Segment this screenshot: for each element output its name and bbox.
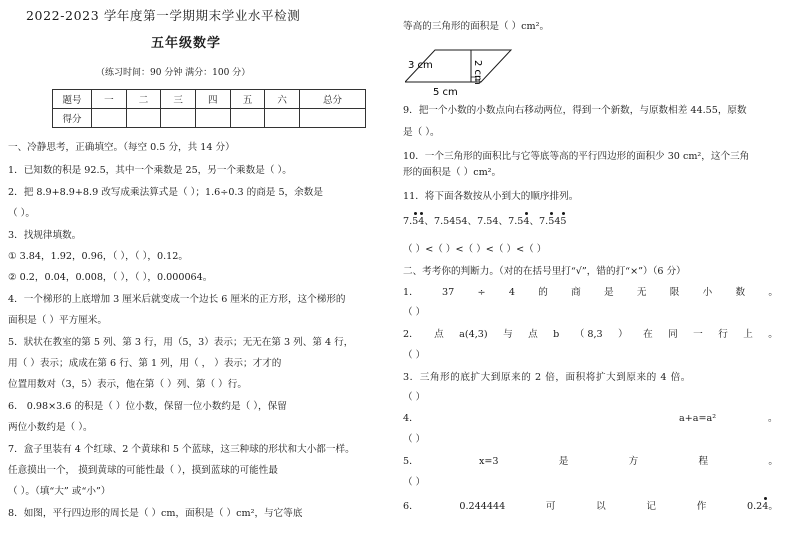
exam-meta: （练习时间：90 分钟 满分：100 分） — [96, 68, 251, 78]
judge-token: a(4,3) — [459, 329, 488, 340]
judge-token: 程 — [698, 456, 709, 467]
judge-token: 。 — [768, 287, 778, 298]
score-header-cell: 六 — [265, 90, 300, 109]
question-line: 8．如图，平行四边形的周长是（ ）cm，面积是（ ）cm²，与它等底 — [8, 508, 303, 519]
judge-token: 1． — [403, 287, 419, 298]
section1-heading: 一、冷静思考，正确填空。（每空 0.5 分，共 14 分） — [8, 142, 235, 153]
judge-token: 无 — [636, 287, 647, 298]
question-line: 3．找规律填数。 — [8, 230, 82, 241]
question-line: 等高的三角形的面积是（ ）cm²。 — [403, 21, 550, 32]
judge-token: 点 — [434, 329, 444, 340]
judge-token: 数 — [735, 287, 746, 298]
judge-token: 是 — [603, 287, 614, 298]
repeating-digit: 4 — [762, 501, 769, 512]
judge-answer-blank[interactable]: （ ） — [403, 477, 426, 488]
score-input-cell[interactable] — [126, 109, 161, 128]
question-line: 用（ ）表示；成成在第 6 行、第 1 列，用（ ， ）表示；才才的 — [8, 358, 282, 369]
score-row-label: 得分 — [53, 109, 92, 128]
score-table — [52, 89, 366, 128]
judge-q4-expression: a+a=a² — [679, 413, 717, 424]
judge-token: 0.2 — [746, 501, 763, 512]
q11-numbers — [403, 215, 567, 228]
question-line: ① 3.84，1.92，0.96，（ ），（ ），0.12。 — [8, 251, 188, 262]
exam-title: 2022-2023 学年度第一学期期末学业水平检测 — [26, 8, 301, 23]
repeating-digit: 5 — [412, 216, 419, 227]
judge-token: 37 — [441, 287, 455, 298]
judge-token: 在 — [643, 329, 653, 340]
judge-token: ） — [618, 329, 628, 340]
q11-num-text: 7. — [403, 216, 413, 227]
score-header-cell: 三 — [161, 90, 196, 109]
judge-token: 。 — [768, 501, 778, 512]
score-input-cell[interactable] — [265, 109, 300, 128]
judge-q6 — [403, 500, 778, 513]
score-input-cell[interactable] — [230, 109, 265, 128]
question-line: 面积是（ ）平方厘米。 — [8, 315, 107, 326]
judge-token: 商 — [571, 287, 581, 298]
exam-subtitle: 五年级数学 — [151, 36, 222, 51]
judge-token: 小 — [702, 287, 713, 298]
question-line: 6． 0.98×3.6 的积是（ ）位小数，保留一位小数约是（ ），保留 — [8, 401, 287, 412]
score-input-cell[interactable] — [195, 109, 230, 128]
score-input-cell[interactable] — [92, 109, 127, 128]
parallelogram-figure — [405, 44, 515, 100]
judge-q5 — [403, 455, 778, 468]
judge-answer-blank[interactable]: （ ） — [403, 434, 426, 445]
judge-q4-number: 4． — [403, 413, 419, 424]
question-line: 是（ ）。 — [403, 127, 440, 138]
judge-q3: 3．三角形的底扩大到原来的 2 倍，面积将扩大到原来的 4 倍。 — [403, 372, 691, 383]
judge-token: 方 — [628, 456, 639, 467]
question-line: （ ）。（填“大” 或“小”） — [8, 486, 111, 497]
section2-heading: 二、考考你的判断力。（对的在括号里打“√”，错的打“×”）（6 分） — [403, 266, 686, 277]
base-label: 5 cm — [433, 87, 458, 98]
judge-q2 — [403, 328, 778, 341]
judge-token: b — [553, 329, 560, 340]
q11-num-text: 、7. — [529, 216, 549, 227]
score-header-cell: 总分 — [299, 90, 365, 109]
score-header-cell: 题号 — [53, 90, 92, 109]
judge-token: 是 — [558, 456, 569, 467]
judge-token: 作 — [696, 501, 707, 512]
judge-token: 同 — [668, 329, 678, 340]
question-line: 4．一个梯形的上底增加 3 厘米后就变成一个边长 6 厘米的正方形，这个梯形的 — [8, 294, 346, 305]
judge-token: 的 — [538, 287, 548, 298]
repeating-digit: 5 — [548, 216, 555, 227]
judge-q4-end: 。 — [768, 413, 778, 424]
q11-blanks: （ ）<（ ）<（ ）<（ ）<（ ） — [403, 244, 547, 255]
judge-token: x=3 — [478, 456, 499, 467]
judge-token: 记 — [646, 501, 657, 512]
judge-q1 — [403, 286, 778, 299]
judge-token: 5． — [403, 456, 419, 467]
judge-token: 0.244444 — [459, 501, 506, 512]
judge-token: 与 — [503, 329, 513, 340]
score-header-cell: 一 — [92, 90, 127, 109]
question-line: 任意摸出一个， 摸到黄球的可能性最（ ），摸到蓝球的可能性最 — [8, 465, 278, 476]
height-label: 2 cm — [472, 60, 483, 85]
judge-token: 2． — [403, 329, 419, 340]
judge-token: 。 — [768, 329, 778, 340]
score-header-cell: 五 — [230, 90, 265, 109]
question-line: 5．狀状在教室的第 5 列、第 3 行，用（5，3）表示；无无在第 3 列、第 4 行， — [8, 337, 354, 348]
judge-token: 上 — [743, 329, 753, 340]
question-line: 11．将下面各数按从小到大的顺序排列。 — [403, 191, 579, 202]
judge-token: 以 — [596, 501, 606, 512]
judge-q6-value — [747, 500, 778, 513]
judge-answer-blank[interactable]: （ ） — [403, 350, 426, 361]
repeating-digit: 4 — [523, 216, 530, 227]
judge-token: 。 — [768, 456, 778, 467]
judge-token: 行 — [718, 329, 728, 340]
question-line: 7．盒子里装有 4 个红球、2 个黄球和 5 个蓝球，这三种球的形状和大小都一样。 — [8, 444, 355, 455]
question-line: 位置用数对（3，5）表示，他在第（ ）列、第（ ）行。 — [8, 379, 247, 390]
question-line: 10．一个三角形的面积比与它等底等高的平行四边形的面积少 30 cm²，这个三角 — [403, 151, 750, 162]
judge-answer-blank[interactable]: （ ） — [403, 307, 426, 318]
judge-token: 4 — [508, 287, 515, 298]
score-input-cell[interactable] — [161, 109, 196, 128]
judge-token: 一 — [693, 329, 703, 340]
question-line: 1．已知数的积是 92.5，其中一个乘数是 25，另一个乘数是（ ）。 — [8, 165, 292, 176]
judge-answer-blank[interactable]: （ ） — [403, 392, 426, 403]
judge-token: （ 8,3 — [574, 329, 603, 340]
question-line: 形的面积是（ ）cm²。 — [403, 167, 502, 178]
score-header-cell: 二 — [126, 90, 161, 109]
q11-num-text: 、7.5454、7.54、7.5 — [424, 216, 524, 227]
side-label: 3 cm — [408, 60, 433, 71]
question-line: 9．把一个小数的小数点向右移动两位，得到一个新数，与原数相差 44.55，原数 — [403, 105, 747, 116]
score-table-score-row — [53, 109, 366, 128]
question-line: 两位小数约是（ ）。 — [8, 422, 93, 433]
question-line: （ ）。 — [8, 208, 36, 219]
q11-num-text: 4 — [554, 216, 561, 227]
repeating-digit: 5 — [560, 216, 567, 227]
judge-token: 可 — [545, 501, 556, 512]
judge-token: 限 — [669, 287, 680, 298]
judge-token: ÷ — [477, 287, 486, 298]
question-line: 2．把 8.9+8.9+8.9 改写成乘法算式是（ ）；1.6÷0.3 的商是 5，余数是 — [8, 187, 323, 198]
score-input-cell[interactable] — [299, 109, 365, 128]
judge-token: 点 — [528, 329, 538, 340]
score-header-cell: 四 — [195, 90, 230, 109]
repeating-digit: 4 — [418, 216, 425, 227]
score-table-header-row — [53, 90, 366, 109]
question-line: ② 0.2，0.04，0.008，（ ），（ ），0.000064。 — [8, 272, 213, 283]
judge-token: 6． — [403, 501, 419, 512]
